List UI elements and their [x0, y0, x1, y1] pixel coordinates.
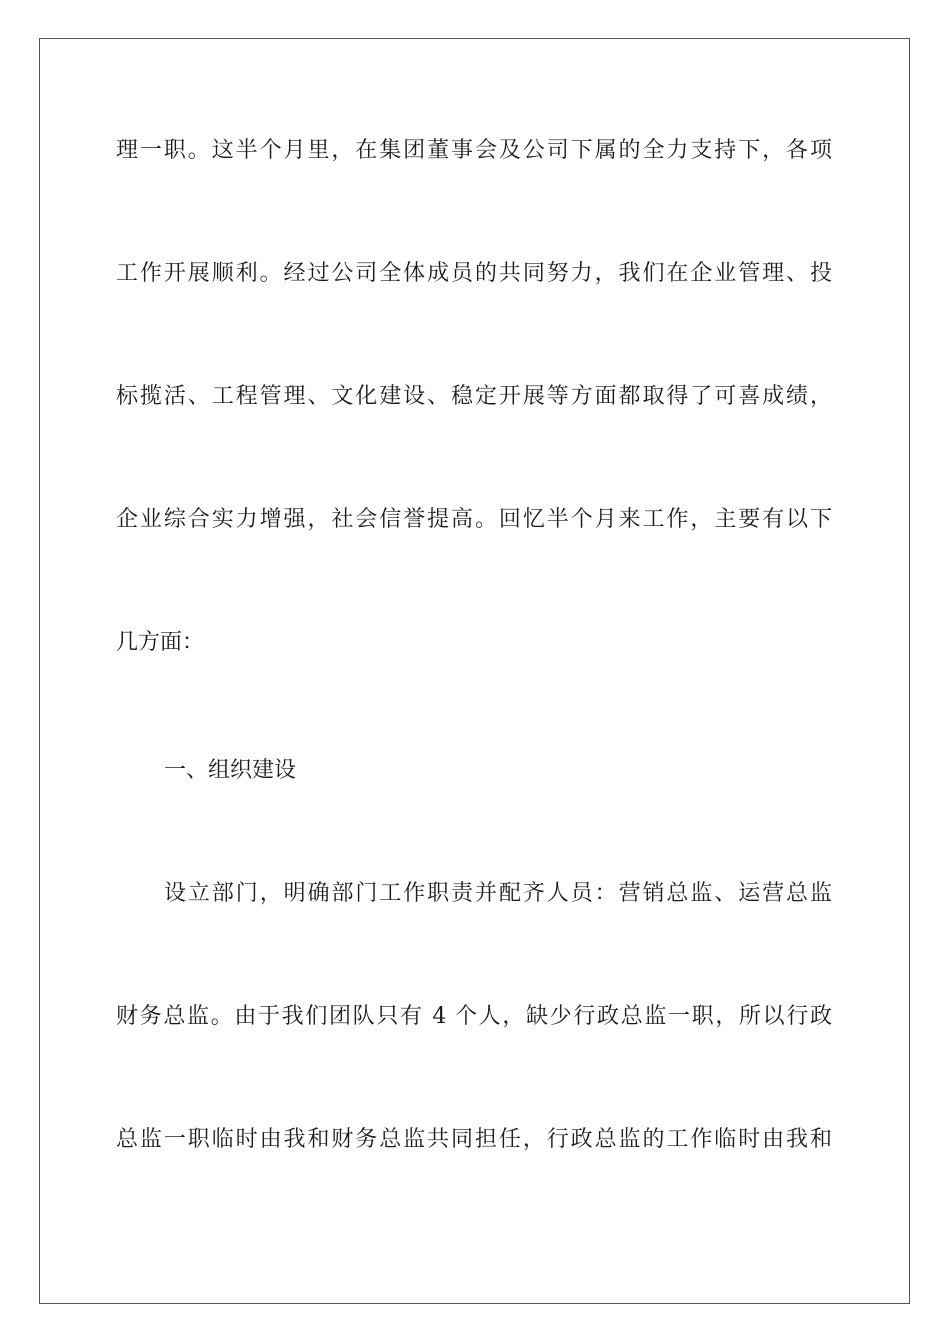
section-heading: 一、组织建设 — [164, 758, 297, 783]
body-text-line: 设立部门，明确部门工作职责并配齐人员：营销总监、运营总监 — [164, 881, 832, 906]
body-text-line: 总监一职临时由我和财务总监共同担任，行政总监的工作临时由我和 — [116, 1127, 832, 1152]
body-text-line: 财务总监。由于我们团队只有 4 个人，缺少行政总监一职，所以行政 — [116, 1004, 832, 1029]
body-text-line: 工作开展顺利。经过公司全体成员的共同努力，我们在企业管理、投 — [116, 261, 832, 286]
body-text-line: 几方面： — [116, 630, 205, 655]
body-text-line: 标揽活、工程管理、文化建设、稳定开展等方面都取得了可喜成绩， — [116, 384, 832, 409]
body-text-line: 企业综合实力增强，社会信誉提高。回忆半个月来工作，主要有以下 — [116, 507, 832, 532]
body-text-line: 理一职。这半个月里，在集团董事会及公司下属的全力支持下，各项 — [116, 138, 832, 163]
page-border — [39, 38, 910, 1304]
